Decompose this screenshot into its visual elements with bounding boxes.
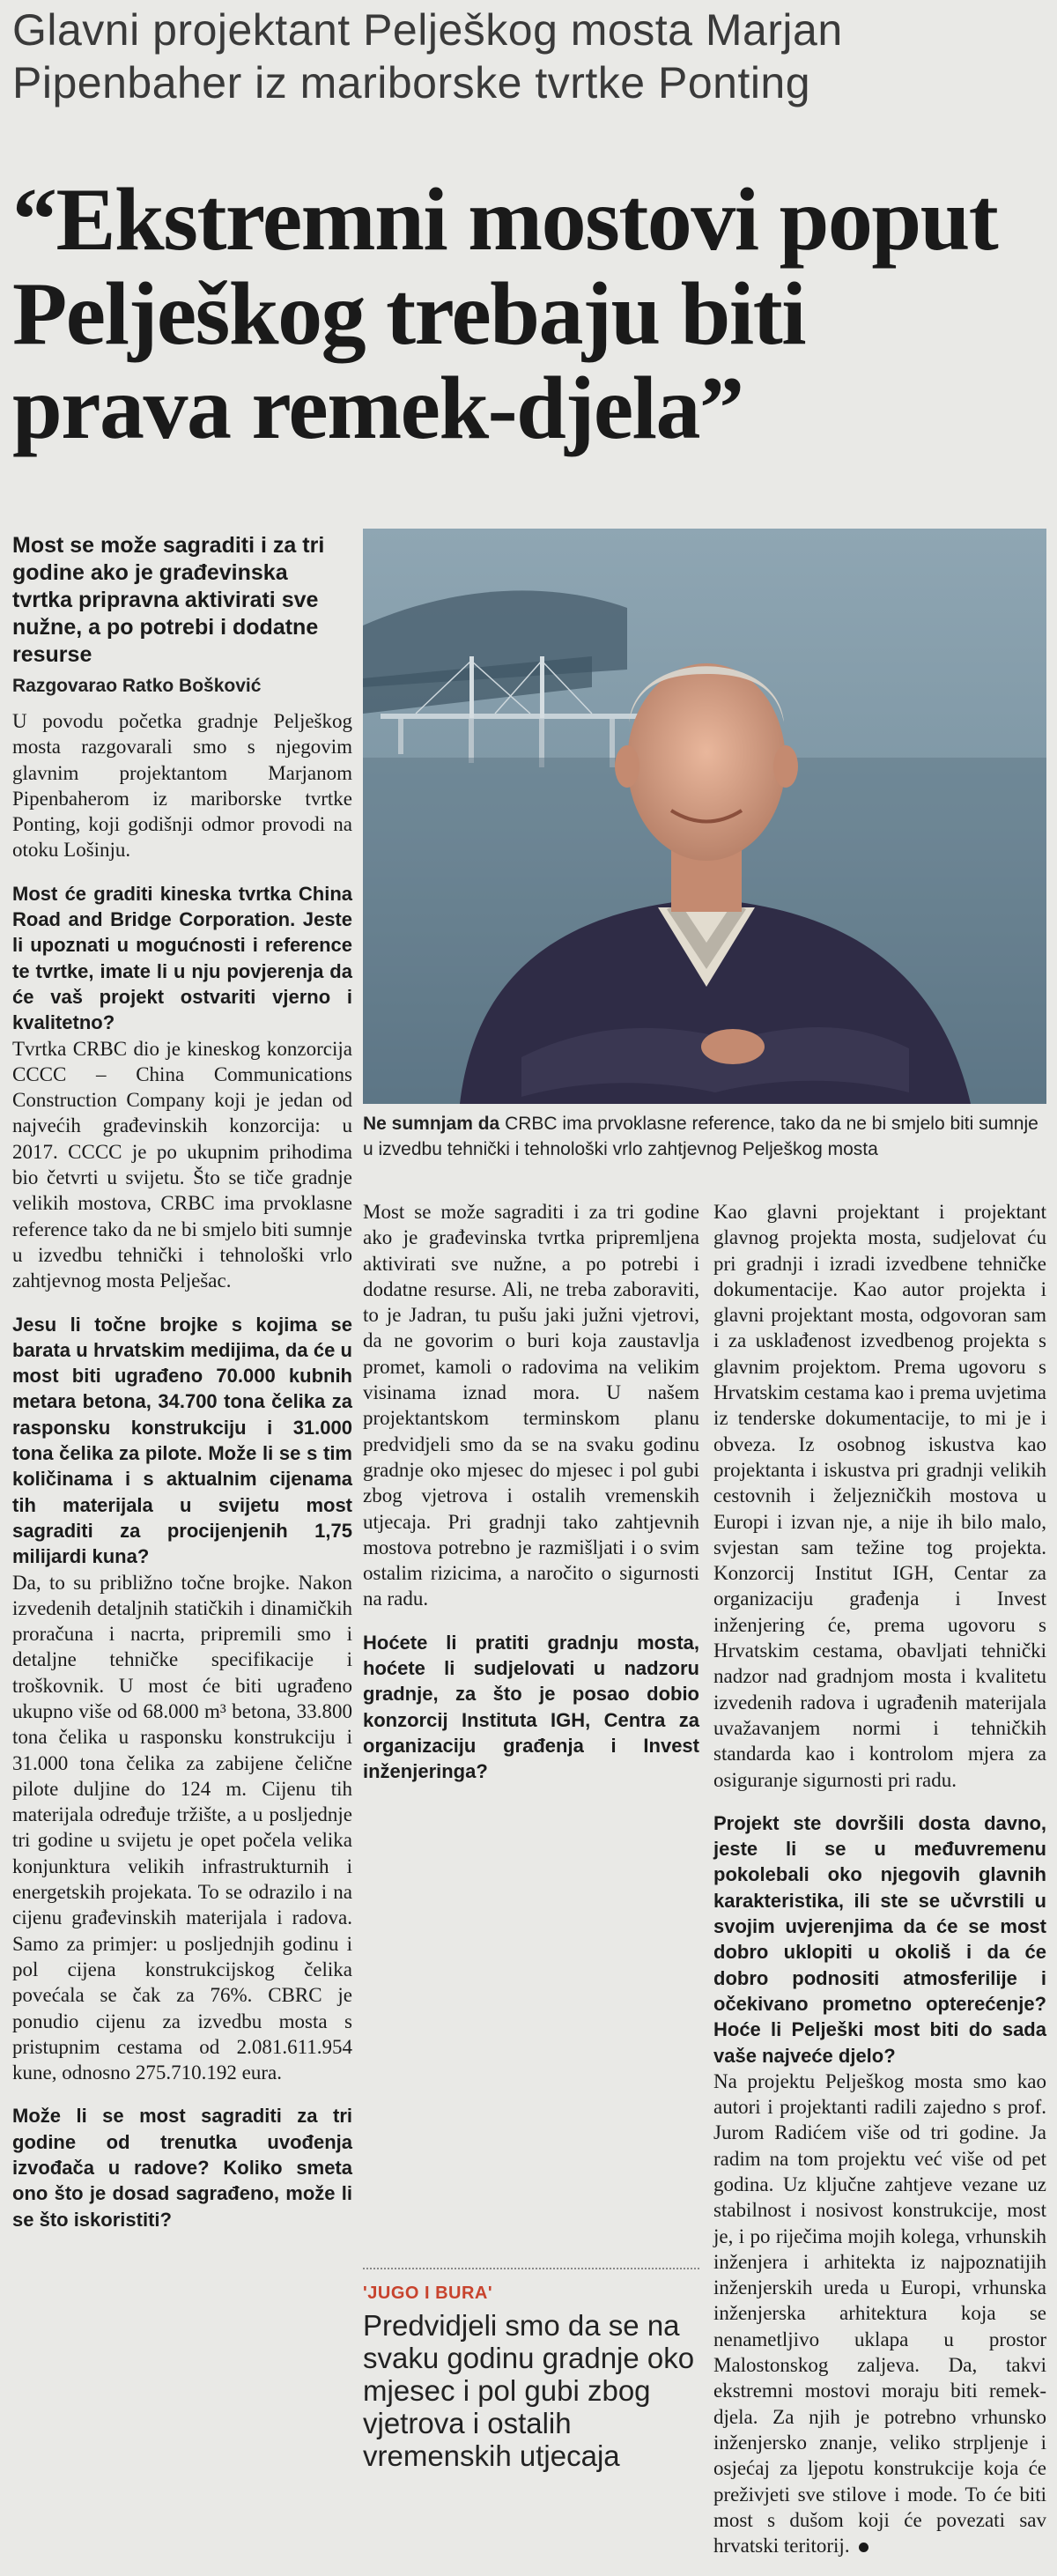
answer-5-text: Na projektu Pelješkog mosta smo kao autori i projektanti radili zajedno s prof. Jurom Radićem više od tri godine. Ja radim na tom projektu već više od pet godina. Uz ključne zahtjeve vezane uz stabilnost i nosivost konstrukcije, most je, i po riječima mojih kolega, vrhunskih inženjera i arhitekta iz najpoznatijih inženjerskih ureda u Europi, vrhunska inženjerska arhitektura koja se nenametljivo uklapa u prostor Malostonskog zaljeva. Da, takvi ekstremni mostovi moraju biti remek-djela. Za njih je potrebno vrhunsko inženjersko znanje, veliko strpljenje i osjećaj za ljepotu konstrukcije koja će preživjeti sve stilove i mode. To će biti most s dušom koji će povezati sav hrvatski teritorij. (713, 2069, 1046, 2557)
answer-3: Most se može sagraditi i za tri godine ako je građevinska tvrtka pripremljena aktivirati sve nužne, a po potrebi i dodatne resurse. Ali, ne treba zaboraviti, to je Jadran, tu pušu jaki južni vjetrovi, da ne govorim o buri koja zaustavlja promet, kamoli o radovima na velikim visinama iznad mora. U našem projektantskom terminskom planu predvidjeli smo da se na svaku godinu gradnje oko mjesec do mjesec i pol gubi zbog vjetrova i ostalih vremenskih utjecaja. Pri gradnji tako zahtjevnih mostova potrebno je razmišljati i o svim ostalim rizicima, a naročito o sigurnosti na radu. (363, 1201, 699, 1610)
caption-text: CRBC ima prvoklasne reference, tako da ne bi smjelo biti sumnje u izvedbu tehnički i tehnološki vrlo zahtjevnog Pelješkog mosta (363, 1114, 1039, 1159)
headline: “Ekstremni mostovi poput Pelješkog trebaju biti prava remek-djela” (12, 170, 998, 458)
answer-2: Da, to su približno točne brojke. Nakon izvedenih detaljnih statičkih i dinamičkih proračuna i nacrta, pripremili smo i detaljne tehničke specifikacije i troškovnik. U most će biti ugrađeno ukupno više od 68.000 m³ betona, 33.800 tona čelika u rasponsku konstrukciju i 31.000 tona čelika za zabijene čelične pilote duljine do 124 m. Cijenu tih materijala određuje tržište, a u posljednje tri godine u svijetu je opet počela velika konjunktura velikih infrastrukturnih i energetskih projekata. To se odrazilo i na cijenu građevinskih materijala i radova. Samo za primjer: u posljednjih godinu i pol cijena konstrukcijskog čelika povećala se čak za 76%. CBRC je ponudio cijenu za izvedbu mosta s pristupnim cestama od 2.081.611.954 kune, odnosno 275.710.192 eura. (12, 1571, 352, 2084)
pull-quote (363, 2268, 699, 2472)
column-1 (12, 708, 352, 2232)
question-2: Jesu li točne brojke s kojima se barata u hrvatskim medijima, da će u most biti ugrađeno 70.000 kubnih metara betona, 34.700 tona čelika za rasponsku konstrukciju i 31.000 tona čelika za pilote. Može li se s tim količinama i s aktualnim cijenama tih materijala u svijetu most sagraditi za procijenjenih 1,75 milijardi kuna? (12, 1313, 352, 1568)
byline: Razgovarao Ratko Bošković (12, 676, 262, 696)
question-4: Hoćete li pratiti gradnju mosta, hoćete li sudjelovati u nadzoru gradnje, za što je posao dobio konzorcij Instituta IGH, Centra za organizaciju građenja i Invest inženjeringa? (363, 1631, 699, 1783)
question-3: Može li se most sagraditi za tri godine od trenutka uvođenja izvođača u radove? Koliko smeta ono što je dosad sagrađeno, može li se što iskoristiti? (12, 2105, 352, 2231)
question-5: Projekt ste dovršili dosta davno, jeste li se u međuvremenu pokolebali oko njegovih glavnih karakteristika, ili ste se učvrstili u svojim uvjerenjima da će se most dobro uklopiti u okoliš i da će dobro podnositi atmosferilije i očekivano prometno opterećenje? Hoće li Pelješki most biti do sada vaše najveće djelo? (713, 1811, 1046, 2067)
column-2 (363, 1199, 699, 1785)
photo-caption (363, 1111, 1046, 1162)
interview-photo (363, 529, 1046, 1104)
end-mark-icon (859, 2543, 869, 2552)
caption-lead: Ne sumnjam da (363, 1114, 500, 1134)
answer-5 (713, 2069, 1046, 2559)
lead-paragraph: Most se može sagraditi i za tri godine ako je građevinska tvrtka pripravna aktivirati sve nužne, a po potrebi i dodatne resurse (12, 533, 325, 667)
intro-paragraph: U povodu početka gradnje Pelješkog mosta razgovarali smo s njegovim glavnim projektantom Marjanom Pipenbaherom iz mariborske tvrtke Ponting, koji godišnji odmor provodi na otoku Lošinju. (12, 710, 352, 862)
kicker: Glavni projektant Pelješkog mosta Marjan Pipenbaher iz mariborske tvrtke Ponting (12, 5, 843, 107)
pull-quote-text: Predvidjeli smo da se na svaku godinu gradnje oko mjesec i pol gubi zbog vjetrova i ostalih vremenskih utjecaja (363, 2309, 695, 2472)
answer-1: Tvrtka CRBC dio je kineskog konzorcija CCCC – China Communications Construction Company koji je jedan od najvećih građevinskih konzorcija: u 2017. CCCC je po ukupnim prihodima bio četvrti u svijetu. Što se tiče gradnje velikih mostova, CRBC ima prvoklasne reference tako da ne bi smjelo biti sumnje u izvedbu tehnički i tehnološki vrlo zahtjevnog mosta Pelješac. (12, 1037, 352, 1292)
pull-quote-label: 'JUGO I BURA' (363, 2284, 493, 2303)
column-3 (713, 1199, 1046, 2576)
question-1: Most će graditi kineska tvrtka China Road and Bridge Corporation. Jeste li upoznati u mogućnosti i reference te tvrtke, imate li u nju povjerenja da će vaš projekt ostvariti vjerno i kvalitetno? (12, 882, 352, 1034)
answer-4: Kao glavni projektant i projektant glavnog projekta mosta, sudjelovat ću pri gradnji i izradi izvedbene tehničke dokumentacije. Kao autor projekta i glavni projektant mosta, odgovoran sam i za usklađenost izvedbenog projekta s glavnim projektom. Prema ugovoru s Hrvatskim cestama kao i prema uvjetima iz tenderske dokumentacije, to mi je i obveza. Iz osobnog iskustva kao projektanta i iskustva pri gradnji velikih cestovnih i željezničkih mostova u Europi i izvan nje, a nije ih bilo malo, svjestan sam težine tog projekta. Konzorcij Institut IGH, Centar za organizaciju građenja i Invest inženjering će, prema ugovoru s Hrvatskim cestama, obavljati tehnički nadzor nad gradnjom mosta i kvalitetu izvedenih radova i ugrađenih materijala uvažavanjem normi i tehničkih standarda kao i kontrolom mjera za osiguranje sigurnosti pri radu. (713, 1201, 1046, 1791)
portrait-image (363, 529, 1046, 1104)
